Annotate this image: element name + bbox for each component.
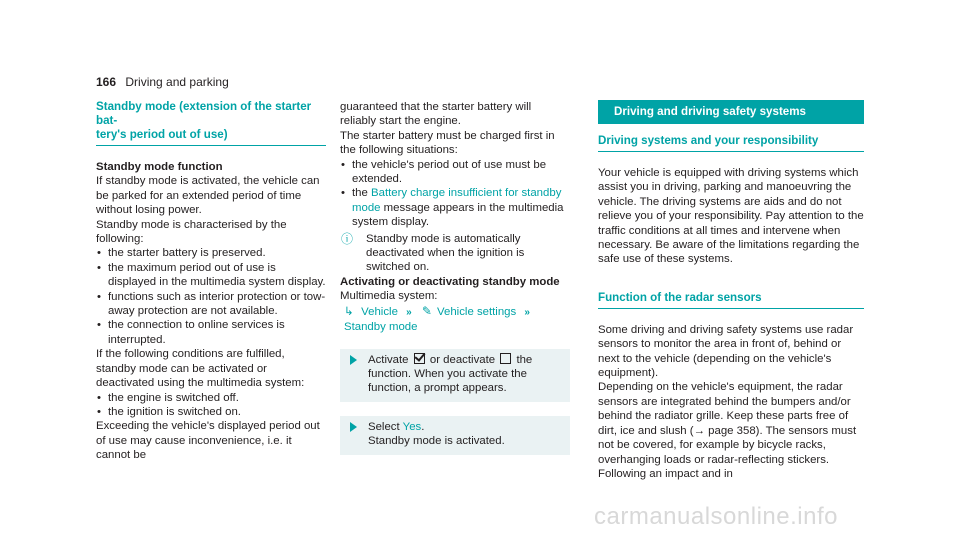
message-text: message appears in the multimedia system display.	[352, 201, 564, 229]
page-number: 166	[96, 75, 117, 89]
checkbox-checked-icon	[414, 353, 425, 364]
intro-paragraph: If standby mode is activated, the vehicle can be parked for an extended period of time without losing power.	[96, 175, 320, 217]
radar-paragraph-1: Some driving and driving safety systems use radar sensors to monitor the area in front of, behind or next to the vehicle (depending on the vehicle's equipment).	[598, 323, 854, 380]
the-prefix: the	[352, 187, 368, 200]
list-item: • the maximum period out of use is displayed in the multimedia system display.	[96, 261, 326, 290]
step-select-yes: Select Yes. Standby mode is activated.	[340, 416, 570, 455]
chapter-title: Driving and parking	[125, 75, 229, 89]
step2-select: Select	[368, 420, 400, 433]
info-icon: ⓘ	[341, 231, 354, 246]
condition-list	[96, 391, 326, 420]
double-chevron-icon: »	[406, 306, 412, 318]
column-left	[96, 100, 326, 463]
list-item: • the starter battery is preserved.	[96, 246, 326, 260]
column-middle	[340, 100, 570, 455]
section-title-line-2: tery's period out of use)	[96, 128, 228, 141]
radar-paragraph-2: Depending on the vehicle's equipment, the radar sensors are integrated behind the bumpers and/or behind the radiator grille. Keep these parts free of dirt, ice and slush (→ page 358). The sensors must not be covered, for example by bicycle racks, overhanging loads or radar-reflecting stickers. Following an impact and in	[598, 381, 857, 480]
checkbox-empty-icon	[500, 353, 511, 364]
step1-deactivate: or deactivate	[429, 353, 496, 366]
heading-activating: Activating or deactivating standby mode	[340, 275, 560, 288]
step2-result: Standby mode is activated.	[368, 435, 505, 448]
section-title-radar: Function of the radar sensors	[598, 291, 864, 309]
list-item: • functions such as interior protection or tow-away protection are not available.	[96, 290, 326, 319]
feature-list	[96, 246, 326, 347]
characterised-paragraph: Standby mode is characterised by the following:	[96, 218, 287, 246]
charged-list	[340, 158, 570, 230]
watermark: carmanualsonline.info	[594, 503, 838, 530]
list-item: • the ignition is switched on.	[96, 405, 326, 419]
exceeding-paragraph: Exceeding the vehicle's displayed period out of use may cause inconvenience, i.e. it cannot be	[96, 420, 320, 462]
chapter-banner: Driving and driving safety systems	[598, 100, 864, 124]
step1-activate: Activate	[368, 353, 409, 366]
section-title-standby	[96, 100, 326, 146]
path-vehicle: Vehicle	[361, 305, 398, 318]
return-arrow-icon: ↳	[344, 305, 354, 318]
multimedia-label: Multimedia system:	[340, 290, 438, 303]
section-title-line-1: Standby mode (extension of the starter bat-	[96, 100, 312, 127]
list-item: • the engine is switched off.	[96, 391, 326, 405]
path-vehicle-settings: Vehicle settings	[437, 305, 517, 318]
double-chevron-icon: »	[524, 306, 530, 318]
continued-paragraph: guaranteed that the starter battery will reliably start the engine.	[340, 101, 532, 128]
page-header	[96, 75, 229, 89]
step-activate	[340, 349, 570, 402]
heading-standby-function: Standby mode function	[96, 161, 223, 173]
list-item	[340, 186, 570, 229]
note-text: Standby mode is automatically deactivated when the ignition is switched on.	[366, 232, 525, 274]
step1-text: the function. When you activate the function, a prompt appears.	[368, 353, 533, 395]
yes-option: Yes	[402, 420, 422, 433]
step-arrow-icon	[350, 422, 357, 432]
battery-message: Battery charge insufficient for standby mode	[352, 187, 562, 214]
responsibility-paragraph: Your vehicle is equipped with driving systems which assist you in driving, parking and manoeuvring the vehicle. The driving systems are aids and do not relieve you of your responsibility. Pay attention to the traffic conditions at all times and intervene when necessary. Be aware of the limitations regarding the safe use of these systems.	[598, 167, 864, 266]
list-item: • the vehicle's period out of use must be extended.	[340, 158, 570, 187]
section-title-responsibility: Driving systems and your responsibility	[598, 134, 864, 152]
charged-intro: The starter battery must be charged first in the following situations:	[340, 129, 555, 157]
step-arrow-icon	[350, 355, 357, 365]
car-settings-icon: ✎	[421, 303, 432, 318]
menu-path	[340, 304, 570, 335]
path-standby-mode: Standby mode	[344, 321, 418, 334]
list-item: • the connection to online services is interrupted.	[96, 318, 326, 347]
info-note	[340, 232, 570, 275]
conditions-paragraph: If the following conditions are fulfilled, standby mode can be activated or deactivated using the multimedia system:	[96, 348, 305, 390]
column-right	[598, 100, 864, 481]
